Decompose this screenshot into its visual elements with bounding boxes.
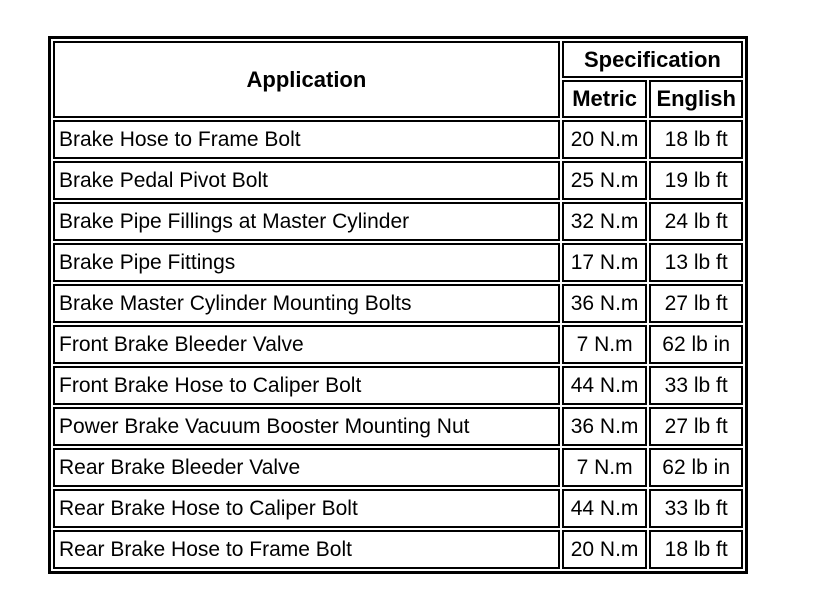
english-value-cell: 27 lb ft [649, 407, 743, 446]
application-cell: Rear Brake Hose to Caliper Bolt [53, 489, 560, 528]
table-row [53, 489, 743, 528]
application-column-header: Application [53, 41, 560, 118]
table-body [53, 120, 743, 569]
application-cell: Power Brake Vacuum Booster Mounting Nut [53, 407, 560, 446]
english-value-cell: 62 lb in [649, 325, 743, 364]
metric-value-cell: 44 N.m [562, 489, 647, 528]
table-row [53, 202, 743, 241]
application-cell: Brake Pipe Fittings [53, 243, 560, 282]
metric-value-cell: 44 N.m [562, 366, 647, 405]
table-row [53, 448, 743, 487]
metric-value-cell: 20 N.m [562, 120, 647, 159]
table-row [53, 284, 743, 323]
table-row [53, 243, 743, 282]
header-row-1 [53, 41, 743, 78]
table-header [53, 41, 743, 118]
english-value-cell: 33 lb ft [649, 366, 743, 405]
application-cell: Brake Pipe Fillings at Master Cylinder [53, 202, 560, 241]
application-cell: Brake Master Cylinder Mounting Bolts [53, 284, 560, 323]
application-cell: Rear Brake Bleeder Valve [53, 448, 560, 487]
english-value-cell: 18 lb ft [649, 120, 743, 159]
metric-value-cell: 36 N.m [562, 284, 647, 323]
english-value-cell: 27 lb ft [649, 284, 743, 323]
metric-value-cell: 17 N.m [562, 243, 647, 282]
table-row [53, 530, 743, 569]
english-value-cell: 13 lb ft [649, 243, 743, 282]
table-row [53, 407, 743, 446]
application-cell: Brake Hose to Frame Bolt [53, 120, 560, 159]
specification-column-header: Specification [562, 41, 743, 78]
torque-spec-table [48, 36, 748, 574]
application-cell: Front Brake Bleeder Valve [53, 325, 560, 364]
metric-value-cell: 7 N.m [562, 448, 647, 487]
english-value-cell: 18 lb ft [649, 530, 743, 569]
application-cell: Rear Brake Hose to Frame Bolt [53, 530, 560, 569]
metric-value-cell: 32 N.m [562, 202, 647, 241]
metric-value-cell: 7 N.m [562, 325, 647, 364]
table-row [53, 161, 743, 200]
metric-column-header: Metric [562, 80, 647, 118]
english-value-cell: 62 lb in [649, 448, 743, 487]
english-value-cell: 24 lb ft [649, 202, 743, 241]
application-cell: Front Brake Hose to Caliper Bolt [53, 366, 560, 405]
english-value-cell: 33 lb ft [649, 489, 743, 528]
metric-value-cell: 36 N.m [562, 407, 647, 446]
table-row [53, 325, 743, 364]
english-column-header: English [649, 80, 743, 118]
table-row [53, 120, 743, 159]
metric-value-cell: 25 N.m [562, 161, 647, 200]
metric-value-cell: 20 N.m [562, 530, 647, 569]
english-value-cell: 19 lb ft [649, 161, 743, 200]
table-row [53, 366, 743, 405]
application-cell: Brake Pedal Pivot Bolt [53, 161, 560, 200]
